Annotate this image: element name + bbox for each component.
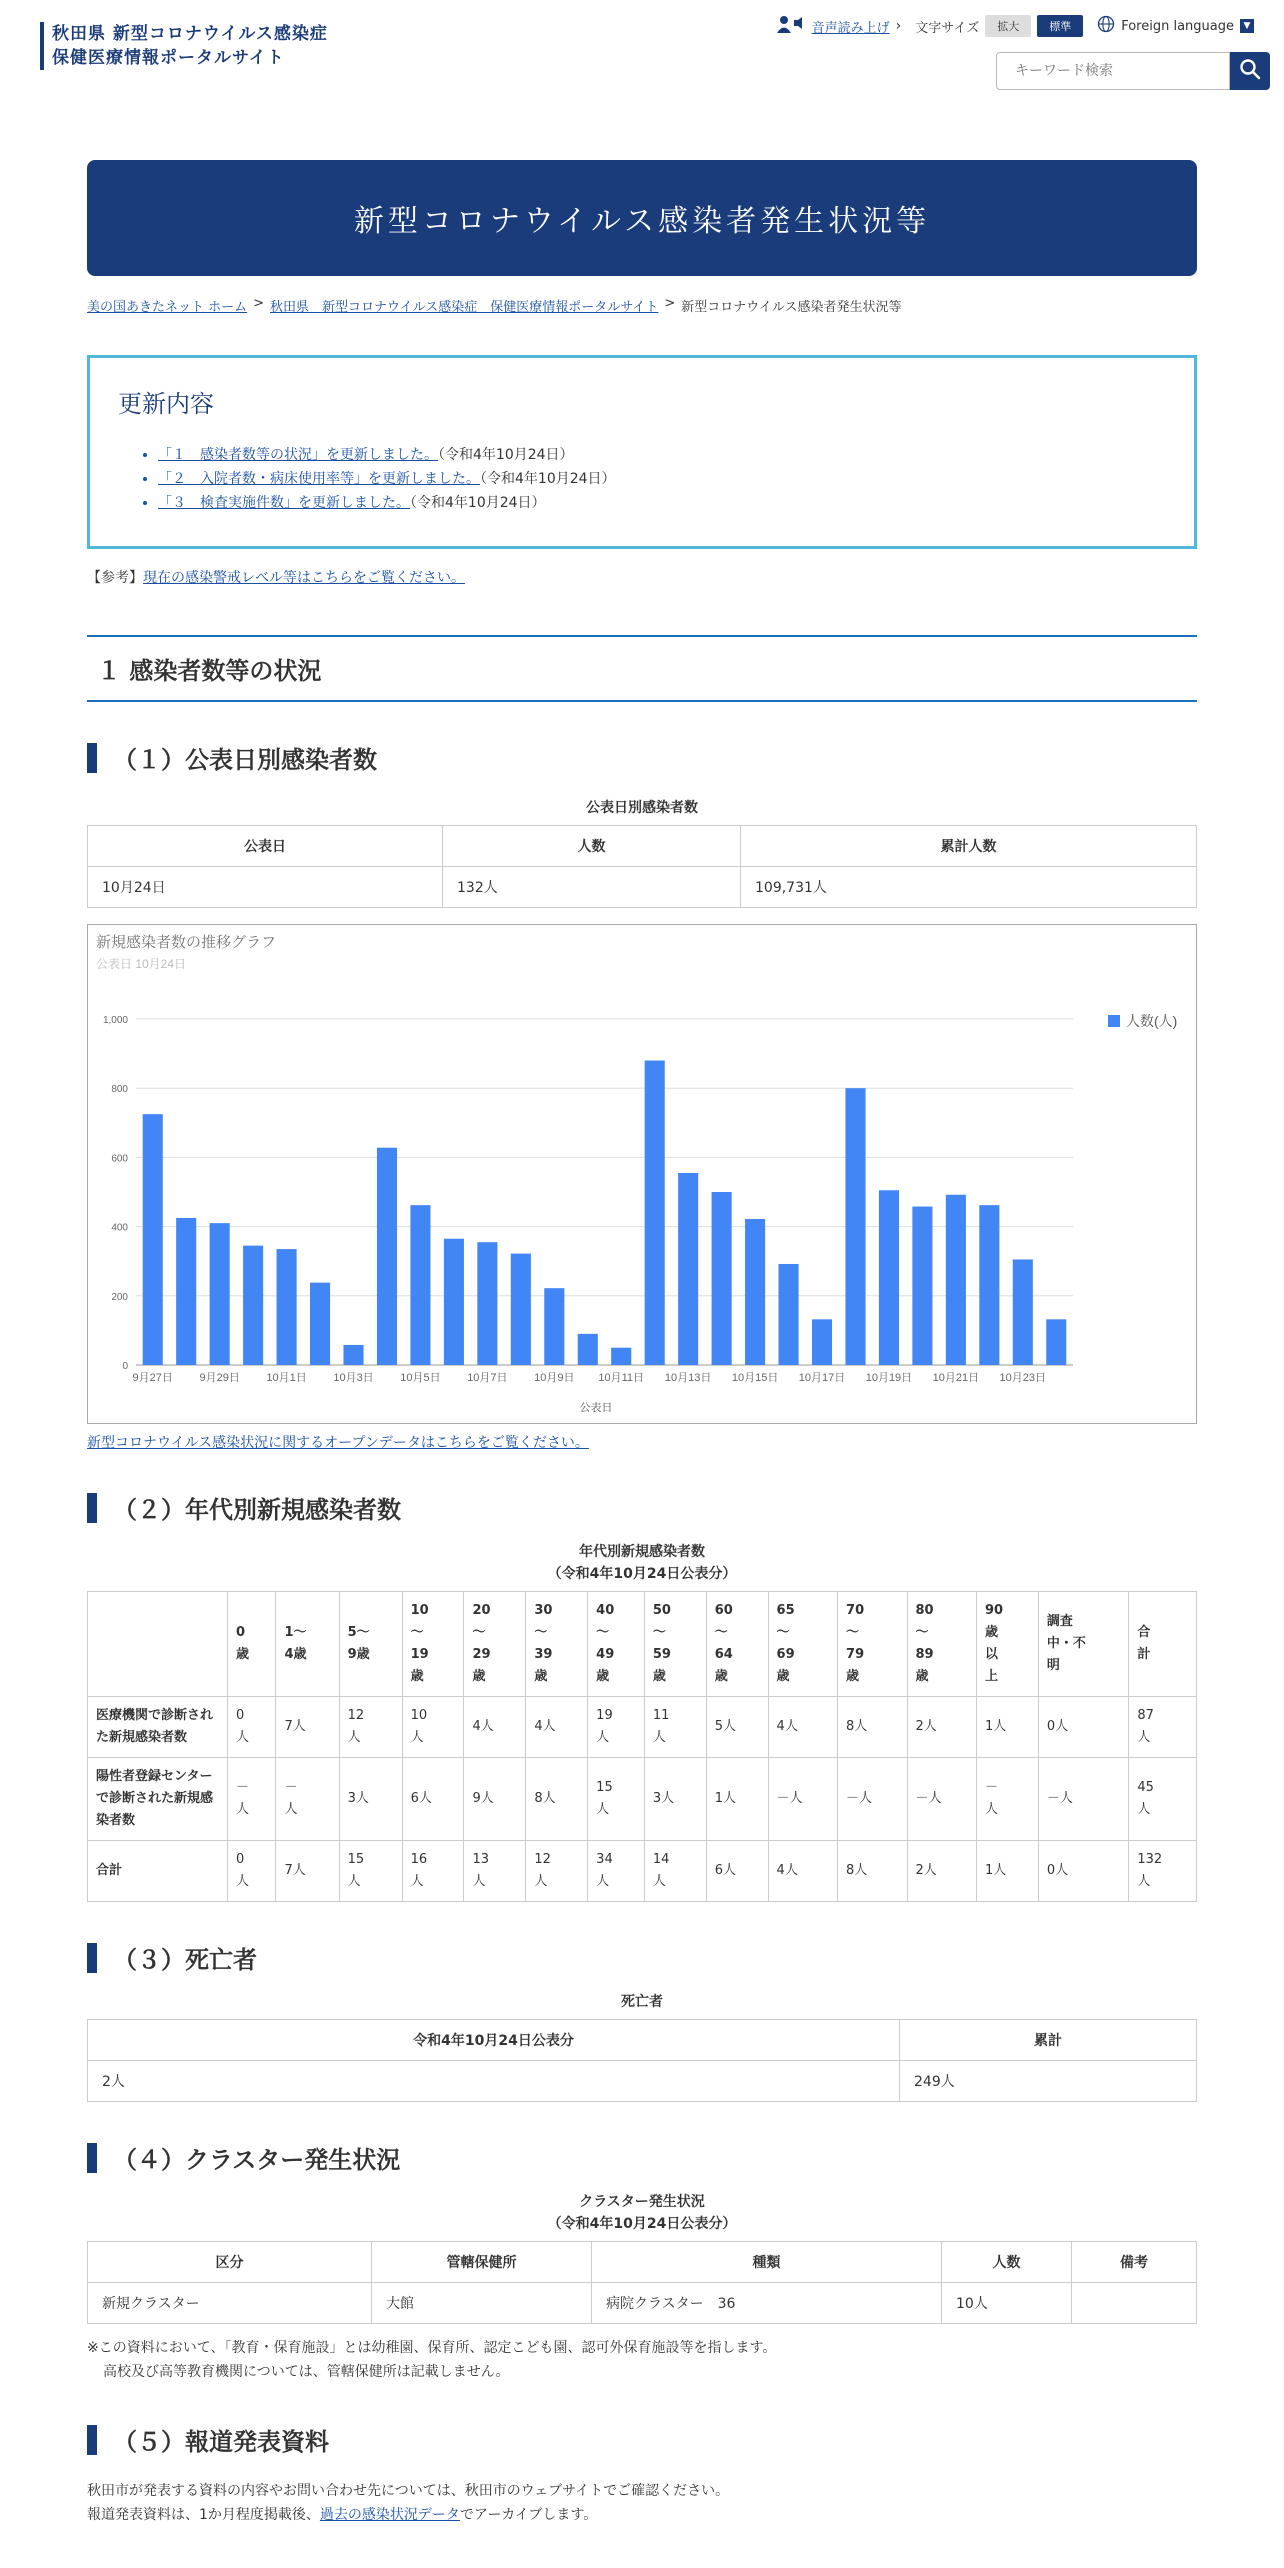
font-size-controls — [915, 15, 1083, 37]
site-header — [0, 0, 1284, 100]
search-icon — [1239, 58, 1261, 84]
x-tick-label: 10月23日 — [999, 1372, 1047, 1384]
bar[interactable] — [343, 1345, 363, 1365]
age-cell: 6人 — [706, 1841, 768, 1902]
age-cell: 6人 — [402, 1758, 464, 1841]
col-category: 区分 — [88, 2242, 372, 2283]
bar[interactable] — [645, 1061, 665, 1365]
age-col-header: 60 ～ 64 歳 — [706, 1592, 768, 1697]
y-tick-label: 200 — [111, 1291, 128, 1303]
col-type: 種類 — [592, 2242, 942, 2283]
table-header-row — [88, 2242, 1197, 2283]
font-size-label: 文字サイズ — [915, 20, 980, 36]
breadcrumb-separator: > — [664, 296, 676, 311]
breadcrumb-current: 新型コロナウイルス感染者発生状況等 — [681, 300, 902, 315]
age-col-header: 50 ～ 59 歳 — [644, 1592, 706, 1697]
logo-line-1: 秋田県 新型コロナウイルス感染症 — [52, 24, 328, 44]
heading-bar — [87, 2143, 97, 2173]
x-tick-label: 10月21日 — [932, 1372, 980, 1384]
daily-heading-text: （１）公表日別感染者数 — [113, 746, 377, 774]
age-heading-text: （２）年代別新規感染者数 — [113, 1496, 401, 1524]
read-aloud-link[interactable]: 音声読み上げ — [811, 20, 890, 36]
daily-heading — [87, 740, 1197, 775]
age-cell: 3人 — [644, 1758, 706, 1841]
bar[interactable] — [143, 1114, 163, 1365]
cell-date: 10月24日 — [88, 867, 443, 908]
bar[interactable] — [845, 1088, 865, 1365]
y-tick-label: 0 — [122, 1361, 128, 1372]
bar[interactable] — [310, 1283, 330, 1365]
age-cell: 3人 — [339, 1758, 402, 1841]
bar[interactable] — [979, 1205, 999, 1365]
reference-line — [87, 567, 1197, 587]
bar[interactable] — [812, 1319, 832, 1365]
bar[interactable] — [410, 1205, 430, 1365]
age-cell: －人 — [838, 1758, 907, 1841]
age-cell: 8人 — [526, 1758, 588, 1841]
age-cell: 7人 — [276, 1841, 339, 1902]
age-row-label: 医療機関で診断された新規感染者数 — [88, 1697, 228, 1758]
age-col-header: 0 歳 — [228, 1592, 276, 1697]
age-cell: 8人 — [838, 1697, 907, 1758]
heading-bar — [87, 1943, 97, 1973]
speaker-person-icon — [776, 14, 806, 38]
update-box — [87, 355, 1197, 549]
globe-icon — [1097, 15, 1115, 37]
y-tick-label: 800 — [111, 1084, 128, 1096]
age-col-header: 調査 中・不 明 — [1038, 1592, 1128, 1697]
heading-bar — [87, 1493, 97, 1523]
update-title: 更新内容 — [118, 390, 214, 418]
bar[interactable] — [745, 1219, 765, 1365]
cluster-heading — [87, 2140, 1197, 2175]
age-cell: 10 人 — [402, 1697, 464, 1758]
bar[interactable] — [243, 1246, 263, 1365]
deaths-table — [87, 2019, 1197, 2102]
cluster-heading-text: （４）クラスター発生状況 — [113, 2146, 401, 2174]
list-item — [158, 443, 1166, 467]
press-line-1: 秋田市が発表する資料の内容やお問い合わせ先については、秋田市のウェブサイトでご確認ください。 — [87, 2483, 730, 2499]
bar[interactable] — [277, 1249, 297, 1365]
age-cell: 34 人 — [588, 1841, 645, 1902]
col-today: 令和4年10月24日公表分 — [88, 2020, 900, 2061]
press-line-2 — [87, 2503, 1197, 2527]
y-tick-label: 400 — [111, 1222, 128, 1234]
age-table — [87, 1591, 1197, 1902]
age-cell: 4人 — [768, 1841, 837, 1902]
age-caption — [87, 1541, 1197, 1585]
bar[interactable] — [946, 1195, 966, 1365]
chart-xlabel: 公表日 — [579, 1402, 613, 1414]
chevron-right-icon: › — [895, 18, 902, 34]
age-cell: 5人 — [706, 1697, 768, 1758]
age-cell: 8人 — [838, 1841, 907, 1902]
section-1-title: １ 感染者数等の状況 — [97, 657, 322, 685]
y-tick-label: 600 — [111, 1153, 128, 1165]
press-body — [87, 2479, 1197, 2527]
age-cell: 0 人 — [228, 1697, 276, 1758]
list-item — [158, 467, 1166, 491]
age-cell: 11 人 — [644, 1697, 706, 1758]
cell-category: 新規クラスター — [88, 2283, 372, 2324]
update-list — [118, 443, 1166, 515]
cell-people: 10人 — [942, 2283, 1072, 2324]
cell-today: 2人 — [88, 2061, 900, 2102]
age-row-label: 合計 — [88, 1841, 228, 1902]
cell-remarks — [1072, 2283, 1197, 2324]
age-row-label: 陽性者登録センターで診断された新規感染者数 — [88, 1758, 228, 1841]
bar[interactable] — [712, 1192, 732, 1365]
breadcrumb-portal[interactable]: 秋田県 新型コロナウイルス感染症 保健医療情報ポータルサイト — [270, 300, 659, 315]
age-cell: － 人 — [228, 1758, 276, 1841]
x-tick-label: 10月19日 — [865, 1372, 913, 1384]
cluster-table — [87, 2241, 1197, 2324]
opendata-line — [87, 1432, 1197, 1452]
age-cell: 4人 — [464, 1697, 526, 1758]
bar[interactable] — [477, 1242, 497, 1365]
col-people: 人数 — [942, 2242, 1072, 2283]
x-tick-label: 10月15日 — [731, 1372, 779, 1384]
cell-type: 病院クラスター 36 — [592, 2283, 942, 2324]
cluster-caption-title: クラスター発生状況 — [579, 2194, 705, 2210]
age-cell: 0 人 — [228, 1841, 276, 1902]
cell-cumulative: 249人 — [900, 2061, 1197, 2102]
cluster-note-2: 高校及び高等教育機関については、管轄保健所は記載しません。 — [103, 2364, 510, 2380]
col-health-center: 管轄保健所 — [372, 2242, 592, 2283]
cluster-note-1: ※この資料において、「教育・保育施設」とは幼稚園、保育所、認定こども園、認可外保育施設等を指します。 — [87, 2340, 777, 2356]
col-cumulative: 累計 — [900, 2020, 1197, 2061]
bar[interactable] — [511, 1254, 531, 1365]
header-tools — [776, 14, 1254, 38]
table-header-row — [88, 826, 1197, 867]
age-cell: 0人 — [1038, 1841, 1128, 1902]
x-tick-label: 10月13日 — [664, 1372, 712, 1384]
update-date: （令和4年10月24日） — [480, 471, 616, 487]
table-header-row — [88, 1592, 1197, 1697]
age-cell: 0人 — [1038, 1697, 1128, 1758]
reference-link[interactable]: 現在の感染警戒レベル等はこちらをご覧ください。 — [143, 570, 465, 586]
bar[interactable] — [1046, 1319, 1066, 1365]
col-date: 公表日 — [88, 826, 443, 867]
age-caption-title: 年代別新規感染者数 — [579, 1544, 705, 1560]
breadcrumb-separator: > — [253, 296, 265, 311]
main-content — [87, 160, 1197, 2527]
deaths-heading — [87, 1940, 1197, 1975]
age-cell: －人 — [907, 1758, 976, 1841]
chart-container — [87, 924, 1197, 1424]
table-row — [88, 1697, 1197, 1758]
update-link[interactable]: 「２ 入院者数・病床使用率等」を更新しました。 — [158, 471, 480, 487]
age-cell: 132 人 — [1129, 1841, 1197, 1902]
x-tick-label: 10月3日 — [333, 1372, 374, 1384]
age-cell: 19 人 — [588, 1697, 645, 1758]
bar[interactable] — [578, 1334, 598, 1365]
age-col-header: 1～ 4歳 — [276, 1592, 339, 1697]
cell-total: 109,731人 — [741, 867, 1197, 908]
age-cell: 1人 — [977, 1841, 1039, 1902]
age-cell: 16 人 — [402, 1841, 464, 1902]
font-standard-button[interactable]: 標準 — [1037, 15, 1083, 37]
age-cell: 4人 — [768, 1697, 837, 1758]
cell-health-center: 大館 — [372, 2283, 592, 2324]
bar[interactable] — [912, 1207, 932, 1365]
age-col-header: 80 ～ 89 歳 — [907, 1592, 976, 1697]
cluster-note — [87, 2336, 1197, 2384]
update-date: （令和4年10月24日） — [438, 447, 574, 463]
bar[interactable] — [678, 1173, 698, 1365]
table-header-row — [88, 2020, 1197, 2061]
deaths-heading-text: （３）死亡者 — [113, 1946, 257, 1974]
age-cell: 2人 — [907, 1697, 976, 1758]
foreign-language-menu[interactable] — [1097, 15, 1254, 37]
age-cell: 12 人 — [526, 1841, 588, 1902]
age-cell: 87 人 — [1129, 1697, 1197, 1758]
update-link[interactable]: 「３ 検査実施件数」を更新しました。 — [158, 495, 410, 511]
bar[interactable] — [544, 1288, 564, 1365]
page-title: 新型コロナウイルス感染者発生状況等 — [353, 204, 931, 239]
update-link[interactable]: 「１ 感染者数等の状況」を更新しました。 — [158, 447, 438, 463]
bar[interactable] — [210, 1223, 230, 1365]
daily-caption: 公表日別感染者数 — [586, 800, 698, 816]
age-cell: 2人 — [907, 1841, 976, 1902]
age-col-header: 90 歳 以 上 — [977, 1592, 1039, 1697]
reference-prefix: 【参考】 — [87, 570, 143, 586]
foreign-language-label: Foreign language — [1121, 18, 1234, 34]
bar[interactable] — [611, 1348, 631, 1365]
table-row — [88, 867, 1197, 908]
age-col-header: 70 ～ 79 歳 — [838, 1592, 907, 1697]
legend-swatch — [1108, 1015, 1120, 1027]
bar[interactable] — [176, 1218, 196, 1365]
search-input[interactable] — [996, 52, 1230, 90]
age-cell: 45 人 — [1129, 1758, 1197, 1841]
deaths-caption: 死亡者 — [621, 1994, 663, 2010]
table-row — [88, 2283, 1197, 2324]
x-tick-label: 10月11日 — [598, 1372, 645, 1384]
age-cell: 15 人 — [339, 1841, 402, 1902]
table-row — [88, 1841, 1197, 1902]
read-aloud[interactable] — [776, 14, 902, 38]
age-col-header: 30 ～ 39 歳 — [526, 1592, 588, 1697]
age-cell: 13 人 — [464, 1841, 526, 1902]
y-tick-label: 1,000 — [102, 1015, 128, 1026]
caret-down-icon: ▼ — [1240, 19, 1254, 33]
list-item — [158, 491, 1166, 515]
x-tick-label: 10月7日 — [467, 1372, 508, 1384]
x-tick-label: 10月17日 — [798, 1372, 846, 1384]
page-title-banner — [87, 160, 1197, 276]
search-button[interactable] — [1230, 52, 1270, 90]
past-data-link[interactable]: 過去の感染状況データ — [319, 2507, 460, 2523]
age-cell: 9人 — [464, 1758, 526, 1841]
press-heading — [87, 2422, 1197, 2457]
section-1-heading — [87, 635, 1197, 702]
legend-label: 人数(人) — [1126, 1013, 1178, 1029]
age-col-header: 5～ 9歳 — [339, 1592, 402, 1697]
chart-title: 新規感染者数の推移グラフ — [96, 934, 277, 951]
bar[interactable] — [444, 1239, 464, 1365]
age-cell: － 人 — [276, 1758, 339, 1841]
search-form — [996, 52, 1270, 90]
col-remarks: 備考 — [1072, 2242, 1197, 2283]
age-cell: 4人 — [526, 1697, 588, 1758]
x-tick-label: 10月1日 — [266, 1372, 307, 1384]
logo-line-2: 保健医療情報ポータルサイト — [52, 48, 285, 68]
age-cell: － 人 — [977, 1758, 1039, 1841]
press-line-2-prefix: 報道発表資料は、1か月程度掲載後、 — [87, 2507, 320, 2523]
age-cell: 12 人 — [339, 1697, 402, 1758]
x-tick-label: 9月27日 — [132, 1372, 173, 1384]
age-cell: －人 — [1038, 1758, 1128, 1841]
bar[interactable] — [779, 1264, 799, 1365]
bar[interactable] — [377, 1148, 397, 1365]
age-corner-cell — [88, 1592, 228, 1697]
breadcrumb-home[interactable]: 美の国あきたネット ホーム — [87, 300, 248, 315]
site-logo[interactable] — [40, 22, 328, 70]
x-tick-label: 9月29日 — [199, 1372, 240, 1384]
heading-bar — [87, 2425, 97, 2455]
chart-legend — [1108, 1013, 1177, 1029]
age-col-header: 65 ～ 69 歳 — [768, 1592, 837, 1697]
breadcrumb — [87, 296, 1197, 315]
bar[interactable] — [879, 1190, 899, 1365]
col-count: 人数 — [443, 826, 741, 867]
col-total: 累計人数 — [741, 826, 1197, 867]
opendata-link[interactable]: 新型コロナウイルス感染状況に関するオープンデータはこちらをご覧ください。 — [87, 1435, 589, 1451]
x-tick-label: 10月9日 — [534, 1372, 575, 1384]
heading-bar — [87, 743, 97, 773]
table-row — [88, 1758, 1197, 1841]
age-col-header: 10 ～ 19 歳 — [402, 1592, 464, 1697]
update-date: （令和4年10月24日） — [410, 495, 546, 511]
press-line-2-suffix: でアーカイブします。 — [459, 2507, 598, 2523]
age-heading — [87, 1490, 1197, 1525]
cell-count: 132人 — [443, 867, 741, 908]
font-big-button[interactable]: 拡大 — [985, 15, 1031, 37]
cluster-caption — [87, 2191, 1197, 2235]
age-cell: 7人 — [276, 1697, 339, 1758]
x-tick-label: 10月5日 — [400, 1372, 441, 1384]
age-caption-date: （令和4年10月24日公表分） — [547, 1566, 737, 1582]
bar-chart — [88, 925, 1196, 1423]
age-col-header: 合 計 — [1129, 1592, 1197, 1697]
chart-subtitle: 公表日 10月24日 — [96, 957, 187, 971]
age-col-header: 20 ～ 29 歳 — [464, 1592, 526, 1697]
cluster-caption-date: （令和4年10月24日公表分） — [547, 2216, 737, 2232]
press-heading-text: （５）報道発表資料 — [113, 2428, 329, 2456]
age-cell: －人 — [768, 1758, 837, 1841]
age-cell: 15 人 — [588, 1758, 645, 1841]
age-cell: 14 人 — [644, 1841, 706, 1902]
age-cell: 1人 — [706, 1758, 768, 1841]
age-col-header: 40 ～ 49 歳 — [588, 1592, 645, 1697]
table-row — [88, 2061, 1197, 2102]
daily-table — [87, 825, 1197, 908]
bar[interactable] — [1013, 1259, 1033, 1365]
age-cell: 1人 — [977, 1697, 1039, 1758]
